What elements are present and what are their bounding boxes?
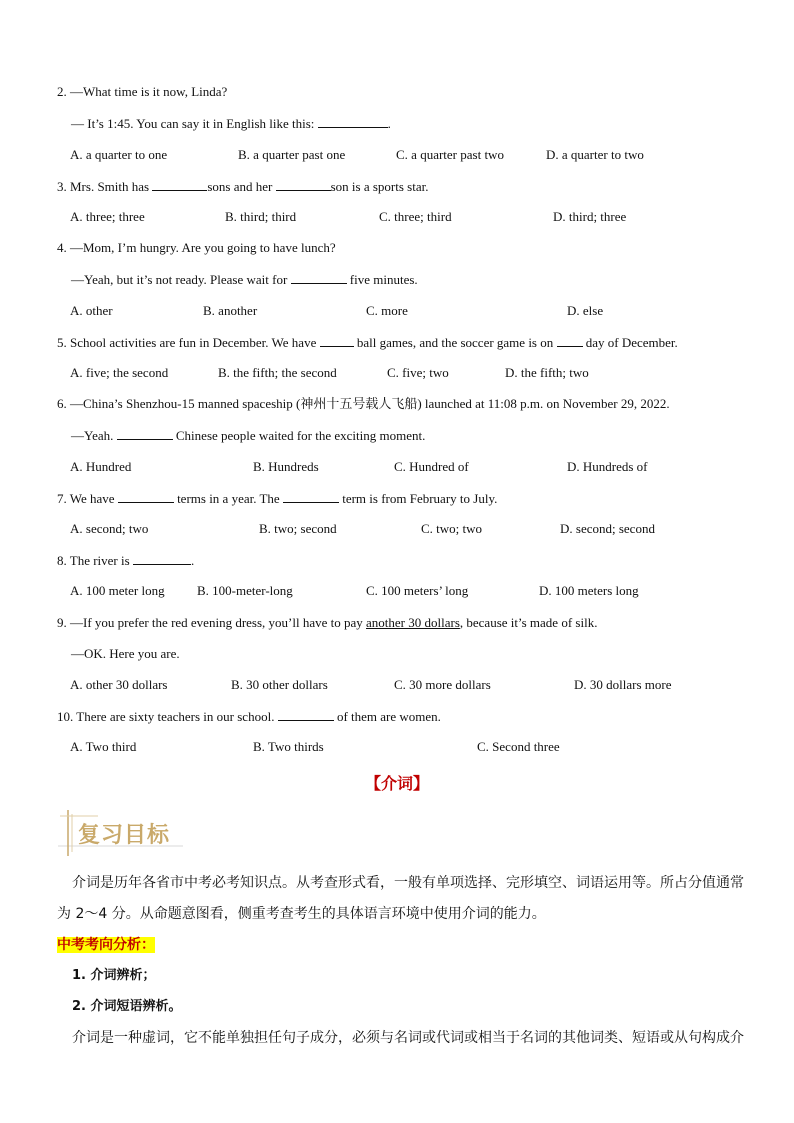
q4-option-c: C. more <box>366 303 408 318</box>
analysis-point-2: 2. 介词短语辨析。 <box>72 999 182 1014</box>
q4-response-end: five minutes. <box>346 272 418 287</box>
q4-stem: 4. —Mom, I’m hungry. Are you going to have lunch? <box>57 240 336 255</box>
q7-option-a: A. second; two <box>70 521 149 536</box>
q2-response <box>71 115 391 132</box>
q9-stem-start: 9. —If you prefer the red evening dress, you’ll have to pay <box>57 615 367 630</box>
q4-option-d: D. else <box>567 303 604 318</box>
q3-stem-start: 3. Mrs. Smith has <box>57 179 153 194</box>
q6-option-c: C. Hundred of <box>394 459 469 474</box>
analysis-heading <box>57 936 155 954</box>
q9-option-b: B. 30 other dollars <box>231 677 328 692</box>
q7-option-c: C. two; two <box>421 521 483 536</box>
prep-paragraph-line-1: 介词是一种虚词，它不能单独担任句子成分，必须与名词或代词或相当于名词的其他词类、短语或从句构成介 <box>72 1030 744 1046</box>
q7-stem <box>57 490 497 507</box>
q3-blank-1 <box>152 178 207 191</box>
q2-blank <box>318 115 388 128</box>
q7-option-b: B. two; second <box>259 521 337 536</box>
q9-stem <box>57 615 597 631</box>
q8-option-a: A. 100 meter long <box>70 583 165 598</box>
q8-stem-start: 8. The river is <box>57 553 133 568</box>
q7-stem-end: term is from February to July. <box>338 491 498 506</box>
q3-stem-mid: sons and her <box>207 179 276 194</box>
q6-blank <box>117 427 173 440</box>
q5-stem-start: 5. School activities are fun in December. We have <box>57 335 320 350</box>
q10-option-a: A. Two third <box>70 739 137 754</box>
q6-response-text: —Yeah. <box>71 428 117 443</box>
q5-stem-mid: ball games, and the soccer game is on <box>353 335 557 350</box>
q6-option-a: A. Hundred <box>70 459 132 474</box>
q2-option-b: B. a quarter past one <box>238 147 346 162</box>
q7-stem-start: 7. We have <box>57 491 118 506</box>
analysis-heading-text: 中考考向分析： <box>57 937 155 953</box>
q3-option-c: C. three; third <box>379 209 452 224</box>
q10-stem-end: of them are women. <box>333 709 441 724</box>
analysis-point-1: 1. 介词辨析； <box>72 968 156 983</box>
q10-option-b: B. Two thirds <box>253 739 324 754</box>
banner-title: 复习目标 <box>78 823 171 848</box>
q9-option-d: D. 30 dollars more <box>574 677 672 692</box>
q9-response: —OK. Here you are. <box>71 646 180 661</box>
q5-option-d: D. the fifth; two <box>505 365 589 380</box>
q3-option-d: D. third; three <box>553 209 627 224</box>
review-goal-banner <box>58 808 183 858</box>
intro-paragraph-line-2: 为 2～4 分。从命题意图看，侧重考查考生的具体语言环境中使用介词的能力。 <box>57 906 546 922</box>
q4-blank <box>291 271 347 284</box>
q7-stem-mid: terms in a year. The <box>173 491 283 506</box>
q6-option-b: B. Hundreds <box>253 459 319 474</box>
q10-stem-start: 10. There are sixty teachers in our school. <box>57 709 278 724</box>
q8-stem <box>57 552 194 569</box>
q8-stem-end: . <box>190 553 195 568</box>
q10-stem <box>57 708 441 725</box>
section-title: 【介词】 <box>364 774 429 793</box>
q5-blank-1 <box>320 334 354 347</box>
q9-option-a: A. other 30 dollars <box>70 677 168 692</box>
q4-response <box>71 271 418 288</box>
q9-option-c: C. 30 more dollars <box>394 677 491 692</box>
q3-option-b: B. third; third <box>225 209 297 224</box>
q3-option-a: A. three; three <box>70 209 145 224</box>
q8-blank <box>133 552 191 565</box>
q2-option-a: A. a quarter to one <box>70 147 168 162</box>
q8-option-c: C. 100 meters’ long <box>366 583 469 598</box>
q3-stem <box>57 178 428 195</box>
q9-underlined-phrase: another 30 dollars <box>366 615 460 630</box>
q4-response-text: —Yeah, but it’s not ready. Please wait for <box>71 272 291 287</box>
q3-stem-end: son is a sports star. <box>330 179 429 194</box>
q6-response-end: Chinese people waited for the exciting moment. <box>172 428 426 443</box>
q7-blank-2 <box>283 490 339 503</box>
q5-stem-end: day of December. <box>582 335 678 350</box>
q10-option-c: C. Second three <box>477 739 560 754</box>
q7-blank-1 <box>118 490 174 503</box>
q2-response-end: . <box>387 116 391 131</box>
q2-option-d: D. a quarter to two <box>546 147 644 162</box>
q2-response-text: — It’s 1:45. You can say it in English like this: <box>71 116 318 131</box>
q3-blank-2 <box>276 178 331 191</box>
q6-option-d: D. Hundreds of <box>567 459 648 474</box>
q4-option-b: B. another <box>203 303 258 318</box>
q6-stem: 6. —China’s Shenzhou-15 manned spaceship (神州十五号载人飞船) launched at 11:08 p.m. on November 29, 2022. <box>57 396 670 411</box>
q8-option-b: B. 100-meter-long <box>197 583 293 598</box>
q10-blank <box>278 708 334 721</box>
q8-option-d: D. 100 meters long <box>539 583 639 598</box>
q7-option-d: D. second; second <box>560 521 655 536</box>
q5-option-b: B. the fifth; the second <box>218 365 337 380</box>
q2-option-c: C. a quarter past two <box>396 147 504 162</box>
q5-blank-2 <box>557 334 583 347</box>
q9-stem-end: , because it’s made of silk. <box>459 615 598 630</box>
q5-stem <box>57 334 678 351</box>
q5-option-c: C. five; two <box>387 365 449 380</box>
q5-option-a: A. five; the second <box>70 365 169 380</box>
q6-response <box>71 427 425 444</box>
q4-option-a: A. other <box>70 303 113 318</box>
q2-stem: 2. —What time is it now, Linda? <box>57 84 228 99</box>
intro-paragraph-line-1: 介词是历年各省市中考必考知识点。从考查形式看，一般有单项选择、完形填空、词语运用等。所占分值通常 <box>72 875 744 891</box>
